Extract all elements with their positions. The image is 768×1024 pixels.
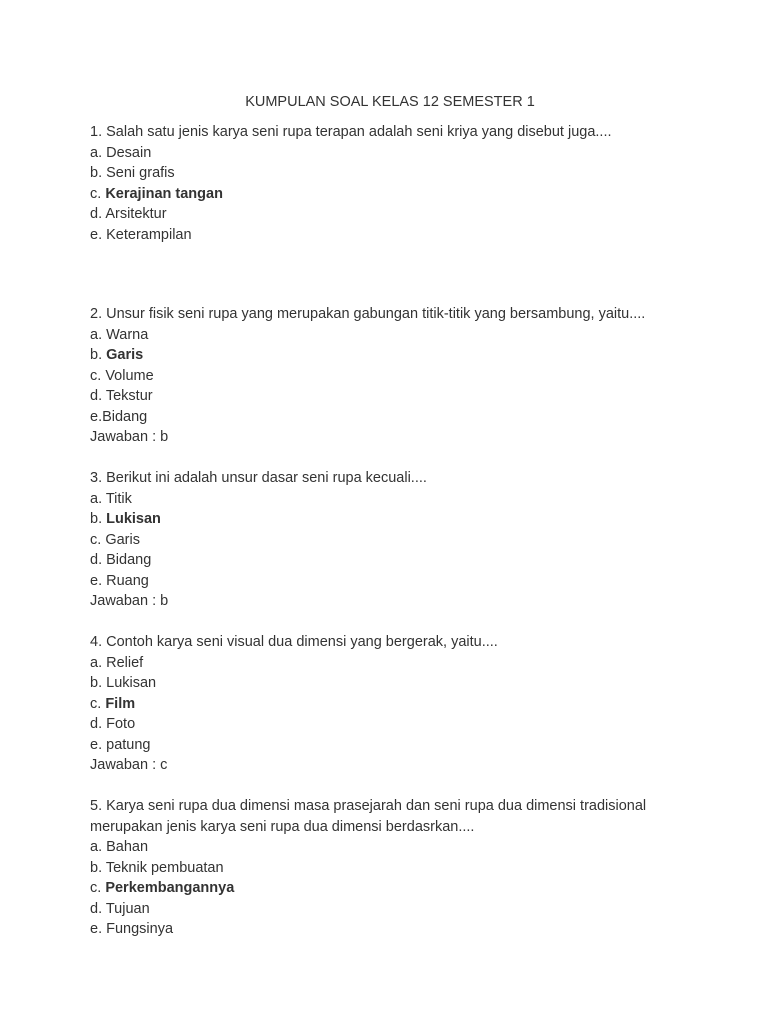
answer-key: Jawaban : b — [90, 593, 169, 609]
answer-key: Jawaban : b — [90, 429, 169, 445]
document-page — [90, 92, 710, 940]
question-text: 4. Contoh karya seni visual dua dimensi yang bergerak, yaitu.... — [90, 634, 498, 650]
option-d: d. Arsitektur — [90, 206, 167, 222]
question-text: 3. Berikut ini adalah unsur dasar seni rupa kecuali.... — [90, 470, 427, 486]
option-e: e. Fungsinya — [90, 921, 174, 937]
option-d: d. Bidang — [90, 552, 152, 568]
option-a: a. Relief — [90, 654, 144, 671]
option-d: d. Foto — [90, 716, 136, 732]
question-text: 2. Unsur fisik seni rupa yang merupakan gabungan titik-titik yang bersambung, yaitu.... — [90, 306, 646, 322]
question-2 — [90, 304, 710, 448]
question-3 — [90, 468, 710, 612]
option-e: e. patung — [90, 736, 151, 753]
answer-key: Jawaban : c — [90, 757, 168, 773]
option-b-correct: b. Garis — [90, 347, 144, 363]
option-c-correct: c. Kerajinan tangan — [90, 185, 223, 202]
document-title: KUMPULAN SOAL KELAS 12 SEMESTER 1 — [245, 94, 535, 110]
option-c: c. Garis — [90, 531, 140, 548]
option-a: a. Warna — [90, 326, 149, 343]
question-1 — [90, 122, 710, 245]
option-d: d. Tekstur — [90, 388, 153, 404]
option-a: a. Bahan — [90, 839, 149, 855]
question-5 — [90, 796, 710, 940]
option-a: a. Titik — [90, 490, 132, 507]
option-c-correct: c. Film — [90, 695, 136, 712]
option-e: e.Bidang — [90, 408, 148, 425]
option-a: a. Desain — [90, 144, 152, 161]
option-c: c. Volume — [90, 367, 154, 384]
option-b: b. Seni grafis — [90, 165, 175, 181]
question-text: 5. Karya seni rupa dua dimensi masa prasejarah dan seni rupa dua dimensi tradisional merupakan jenis karya seni rupa dua dimensi berdasrkan.... — [90, 798, 647, 835]
option-b: b. Lukisan — [90, 675, 157, 691]
question-4 — [90, 632, 710, 776]
question-text: 1. Salah satu jenis karya seni rupa terapan adalah seni kriya yang disebut juga.... — [90, 124, 612, 140]
option-e: e. Keterampilan — [90, 226, 192, 243]
option-c-correct: c. Perkembangannya — [90, 880, 235, 896]
option-b: b. Teknik pembuatan — [90, 859, 224, 876]
option-d: d. Tujuan — [90, 900, 150, 917]
option-e: e. Ruang — [90, 572, 149, 589]
option-b-correct: b. Lukisan — [90, 511, 161, 527]
